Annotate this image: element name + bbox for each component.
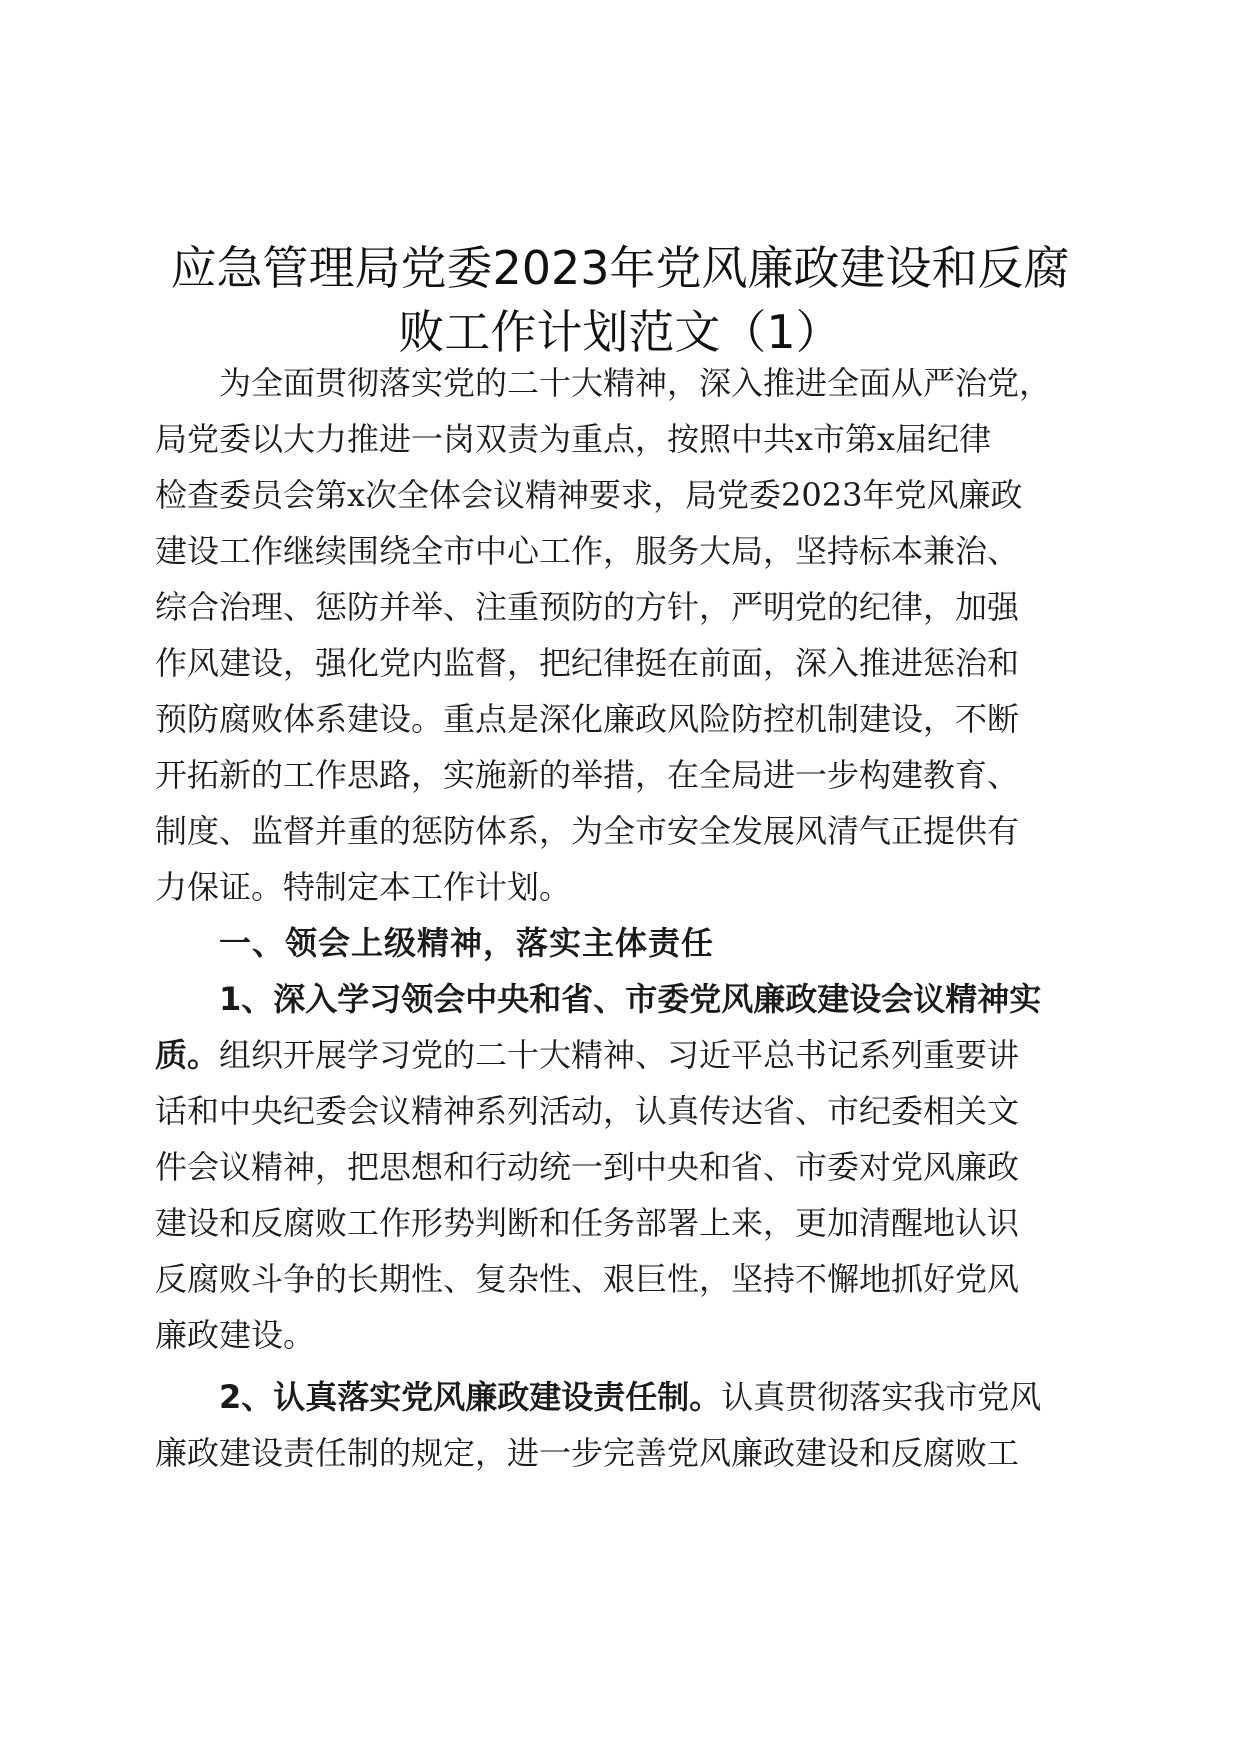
intro-line: 制度、监督并重的惩防体系，为全市安全发展风清气正提供有 [155,812,1020,850]
item-1-line: 件会议精神，把思想和行动统一到中央和省、市委对党风廉政 [155,1148,1020,1186]
intro-line: 作风建设，强化党内监督，把纪律挺在前面，深入推进惩治和 [155,644,1020,682]
document-body [155,355,1085,1481]
intro-line: 力保证。特制定本工作计划。 [155,868,572,906]
item-1-text: 组织开展学习党的二十大精神、习近平总书记系列重要讲 [219,1036,1020,1074]
item-2-text: 认真贯彻落实我市党风 [721,1378,1042,1416]
item-1-title: 1、深入学习领会中央和省、市委党风廉政建设会议精神实 [219,980,1042,1018]
intro-line: 预防腐败体系建设。重点是深化廉政风险防控机制建设，不断 [155,700,1020,738]
intro-line: 建设工作继续围绕全市中心工作，服务大局，坚持标本兼治、 [155,532,1020,570]
item-1-line: 话和中央纪委会议精神系列活动，认真传达省、市纪委相关文 [155,1092,1020,1130]
item-1-line: 反腐败斗争的长期性、复杂性、艰巨性，坚持不懈地抓好党风 [155,1260,1020,1298]
intro-line: 为全面贯彻落实党的二十大精神，深入推进全面从严治党， [219,364,1052,402]
item-2-line: 廉政建设责任制的规定，进一步完善党风廉政建设和反腐败工 [155,1434,1020,1472]
intro-line: 局党委以大力推进一岗双责为重点，按照中共x市第x届纪律 [155,420,992,458]
item-2-line [155,1369,1085,1425]
document-title-line-2: 败工作计划范文（1） [398,305,842,359]
intro-line: 综合治理、惩防并举、注重预防的方针，严明党的纪律，加强 [155,588,1020,626]
section-heading: 一、领会上级精神，落实主体责任 [219,924,715,962]
item-1-line [155,1027,1085,1083]
intro-line: 开拓新的工作思路，实施新的举措，在全局进一步构建教育、 [155,756,1020,794]
intro-line: 检查委员会第x次全体会议精神要求，局党委2023年党风廉政 [155,476,1023,514]
document-title-line-1: 应急管理局党委2023年党风廉政建设和反腐 [170,241,1070,295]
item-1-title-end: 质。 [155,1036,220,1074]
item-1-line: 廉政建设。 [155,1316,316,1354]
item-2-title: 2、认真落实党风廉政建设责任制。 [219,1378,722,1416]
item-1-line: 建设和反腐败工作形势判断和任务部署上来，更加清醒地认识 [155,1204,1020,1242]
